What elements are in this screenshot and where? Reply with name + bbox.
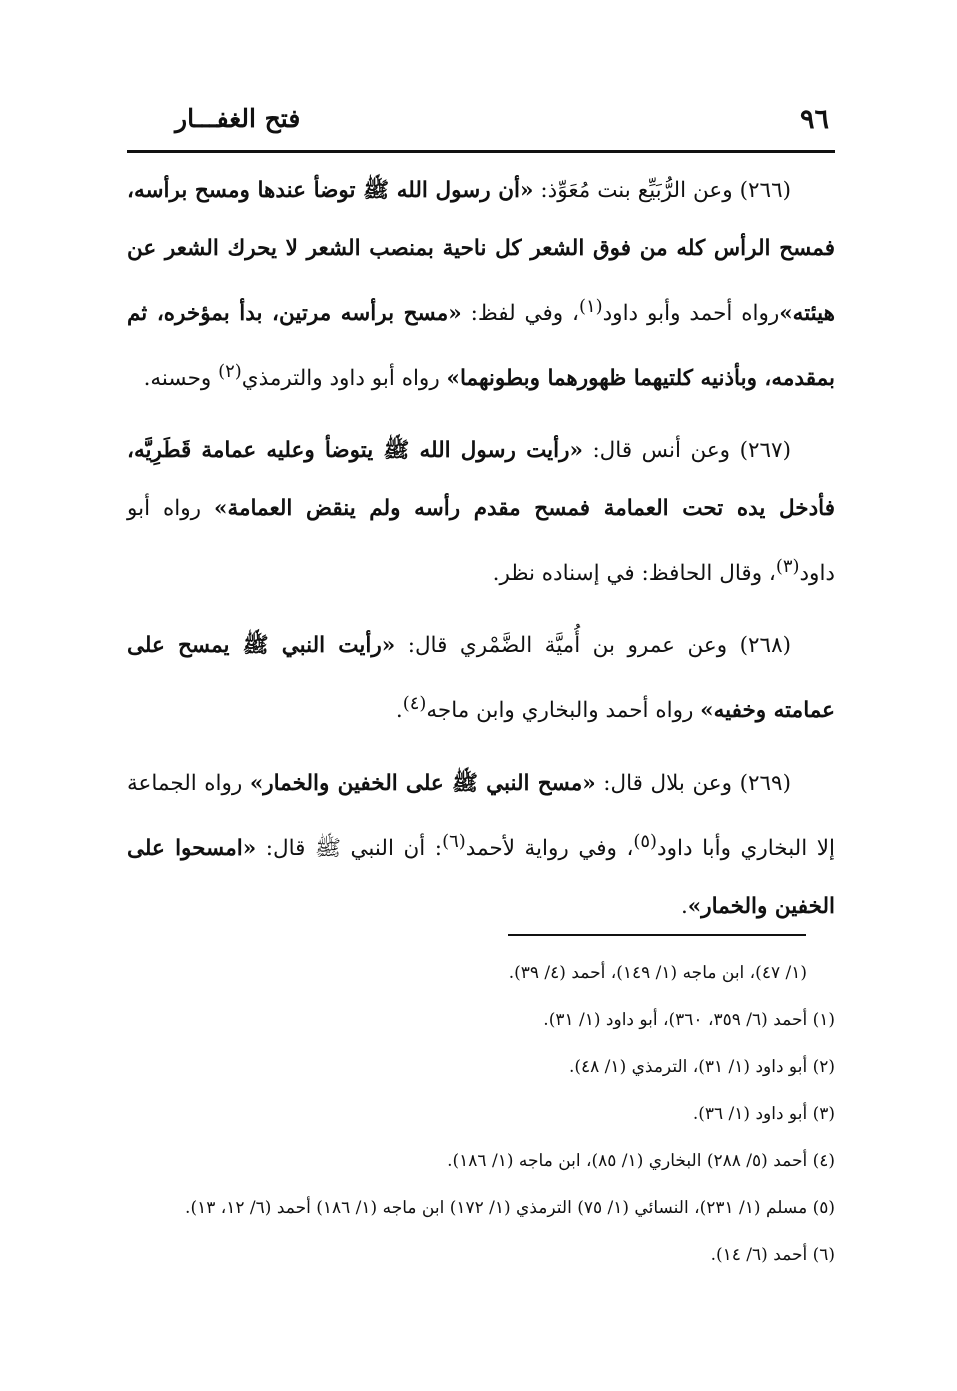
footnote-ref: (٤) [402, 693, 427, 715]
footnote-4: (٤) أحمد (٥/ ٢٨٨) البخاري (١/ ٨٥)، ابن ماجه (١/ ١٨٦). [447, 1151, 835, 1171]
footnote-ref: (١) [578, 296, 603, 317]
hadith-source: رواه أحمد وأبو داود [602, 301, 780, 327]
footnote-2: (٢) أبو داود (١/ ٣١)، الترمذي (١/ ٤٨). [568, 1057, 835, 1077]
hadith-quote: «رأيت النبي ﷺ يمسح على عمامته وخفيه» [127, 633, 835, 724]
footnote-ref: (٣) [775, 556, 800, 578]
footnote-1: (١) أحمد (٦/ ٣٥٩، ٣٦٠)، أبو داود (١/ ٣١). [543, 1010, 835, 1030]
hadith-268 [127, 617, 835, 740]
footnotes [127, 950, 835, 1279]
hadith-source: رواه أحمد والبخاري وابن ماجه [426, 698, 701, 724]
hadith-source: رواه أبو داود [127, 496, 835, 587]
hadith-267 [127, 422, 835, 603]
hadith-source: رواه أبو داود والترمذي [241, 366, 447, 392]
hadith-text: . [395, 698, 403, 724]
hadith-source: رواه الجماعة إلا البخاري وأبا داود [127, 770, 835, 861]
hadith-quote: «مسح برأسه مرتين، بدأ بمؤخره، ثم بمقدمه، وبأذنيه كلتيهما ظهورهما وبطونهما» [127, 301, 835, 392]
hadith-269 [127, 755, 835, 936]
hadith-number: (٢٦٩) [739, 770, 791, 796]
hadith-intro: وعن عمرو بن أُميَّة الضَّمْري قال: [395, 633, 740, 659]
hadith-number: (٢٦٧) [739, 438, 791, 464]
page-number: ٩٦ [799, 104, 829, 135]
hadith-quote: «أن رسول الله ﷺ توضأ عندها ومسح برأسه، فمسح الرأس كله من فوق الشعر كل ناحية بمنصب الشعر لا يحرك الشعر عن هيئته» [127, 178, 835, 327]
hadith-number: (٢٦٦) [739, 178, 792, 203]
footnote-6: (٦) أحمد (٦/ ١٤). [710, 1245, 835, 1265]
hadith-intro: وعن بلال قال: [595, 770, 740, 796]
footnote-3: (٣) أبو داود (١/ ٣٦). [692, 1104, 835, 1124]
hadith-text: : أن النبي ﷺ قال: [256, 835, 443, 861]
hadith-266 [127, 162, 835, 408]
footnote-ref: (٢) [218, 361, 242, 383]
footnote-ref: (٥) [633, 830, 658, 852]
hadith-intro: وعن أنس قال: [582, 438, 740, 464]
running-title: فتح الغفـــار [175, 104, 301, 133]
footnote-separator [508, 934, 806, 936]
hadith-text: وحسنه. [143, 366, 219, 392]
hadith-text: . [680, 893, 688, 919]
hadith-intro: وعن الرُّبَيِّع بنت مُعَوِّذ: [533, 178, 740, 203]
hadith-quote: «امسحوا على الخفين والخمار» [127, 835, 835, 919]
footnote-ref: (٦) [442, 830, 466, 852]
hadith-text: ، وفي رواية لأحمد [465, 835, 634, 861]
hadith-text: ، وقال الحافظ: في إسناده نظر. [492, 561, 776, 587]
hadith-quote: «مسح النبي ﷺ على الخفين والخمار» [249, 770, 596, 796]
hadith-number: (٢٦٨) [739, 633, 792, 659]
page-header [127, 98, 835, 153]
hadith-quote: «رأيت رسول الله ﷺ يتوضأ وعليه عمامة قَطَرِيَّه، فأدخل يده تحت العمامة فمسح مقدم رأسه ولم ينقض العمامة» [127, 438, 835, 522]
main-text [127, 162, 835, 950]
footnote-continuation: (١/ ٤٧)، ابن ماجه (١/ ١٤٩)، أحمد (٤/ ٣٩). [508, 963, 807, 983]
footnote-5: (٥) مسلم (١/ ٢٣١)، النسائي (١/ ٧٥) الترمذي (١/ ١٧٢) ابن ماجه (١/ ١٨٦) أحمد (٦/ ١٢، ١٣). [185, 1198, 835, 1218]
hadith-text: ، وفي لفظ: [461, 301, 579, 327]
